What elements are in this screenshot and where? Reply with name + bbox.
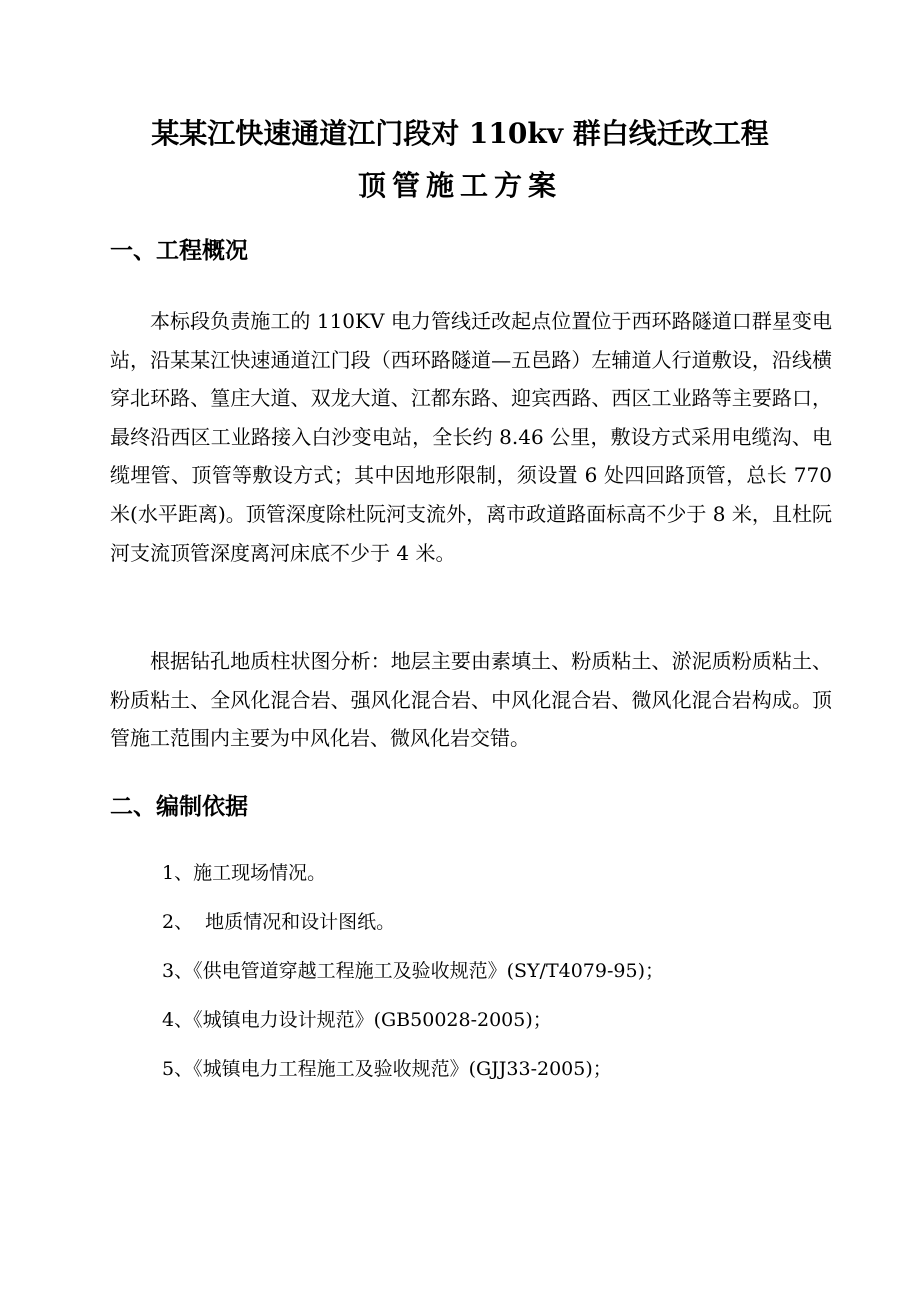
section-heading-overview: 一、工程概况 bbox=[110, 238, 248, 264]
basis-list-item: 1、施工现场情况。 bbox=[162, 862, 327, 884]
basis-list-item: 4、《城镇电力设计规范》(GB50028-2005)； bbox=[162, 1009, 552, 1031]
overview-paragraph: 本标段负责施工的 110KV 电力管线迁改起点位置位于西环路隧道口群星变电站，沿某某江快速通道江门段（西环路隧道—五邑路）左辅道人行道敷设，沿线横穿北环路、篁庄大道、双龙大道、江都东路、迎宾西路、西区工业路等主要路口，最终沿西区工业路接入白沙变电站，全长约 8.46 公里，敷设方式采用电缆沟、电缆埋管、顶管等敷设方式；其中因地形限制，须设置 6 处四回路顶管，总长 770 米(水平距离)。顶管深度除杜阮河支流外，离市政道路面标高不少于 8 米，且杜阮河支流顶管深度离河床底不少于 4 米。 bbox=[110, 309, 832, 565]
document-subtitle: 顶管施工方案 bbox=[357, 169, 562, 202]
section-heading-basis: 二、编制依据 bbox=[110, 794, 248, 820]
geology-paragraph: 根据钻孔地质柱状图分析：地层主要由素填土、粉质粘土、淤泥质粉质粘土、粉质粘土、全风化混合岩、强风化混合岩、中风化混合岩、微风化混合岩构成。顶管施工范围内主要为中风化岩、微风化岩交错。 bbox=[110, 649, 832, 751]
basis-list-item: 3、《供电管道穿越工程施工及验收规范》(SY/T4079-95)； bbox=[162, 960, 664, 982]
document-title: 某某江快速通道江门段对 110kv 群白线迁改工程 bbox=[151, 117, 769, 150]
basis-list-item: 2、 地质情况和设计图纸。 bbox=[162, 911, 396, 933]
basis-list-item: 5、《城镇电力工程施工及验收规范》(GJJ33-2005)； bbox=[162, 1058, 612, 1080]
